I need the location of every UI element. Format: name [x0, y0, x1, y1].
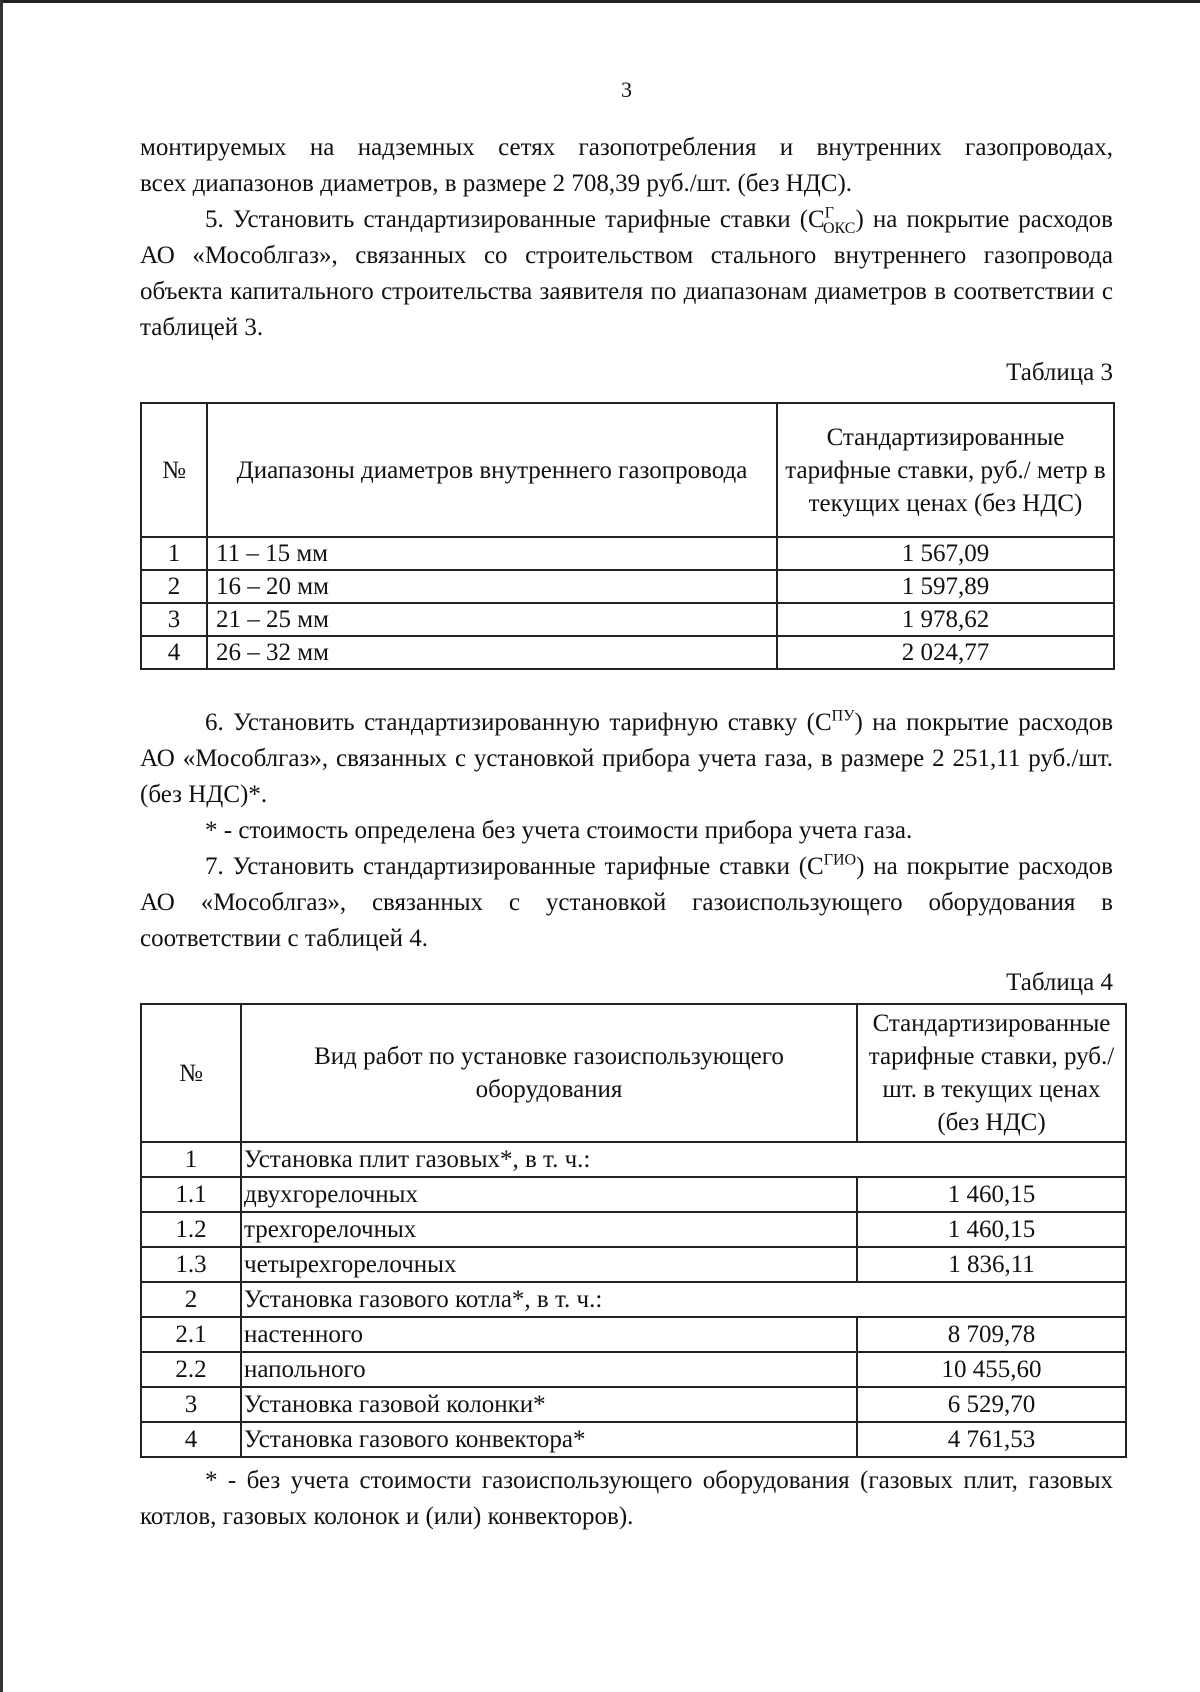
table-3-header-row — [141, 403, 1114, 537]
item-6-paragraph — [140, 705, 1113, 813]
table-row — [141, 1142, 1126, 1177]
table-4-cell-work-group: Установка плит газовых*, в т. ч.: — [241, 1142, 1126, 1177]
table-3-cell-number: 4 — [141, 636, 207, 669]
table-3-cell-rate: 1 567,09 — [777, 537, 1114, 570]
table-row — [141, 1247, 1126, 1282]
table-4-cell-rate: 8 709,78 — [857, 1317, 1126, 1352]
table-4-cell-work: Установка газового конвектора* — [241, 1422, 857, 1457]
table-4-cell-number: 1.1 — [141, 1177, 241, 1212]
table-4-header-work: Вид работ по установке газоиспользующего оборудования — [241, 1004, 857, 1142]
table-4-header-number: № — [141, 1004, 241, 1142]
table-4-cell-number: 3 — [141, 1387, 241, 1422]
item-7-paragraph — [140, 849, 1113, 957]
table-4-cell-number: 4 — [141, 1422, 241, 1457]
table-row — [141, 636, 1114, 669]
intro-line-2: всех диапазонов диаметров, в размере 2 708,39 руб./шт. (без НДС). — [140, 170, 853, 197]
table-4-cell-work: трехгорелочных — [241, 1212, 857, 1247]
table-4-cell-rate: 1 460,15 — [857, 1177, 1126, 1212]
item-6-sup: ПУ — [831, 707, 855, 725]
table-4-cell-rate: 4 761,53 — [857, 1422, 1126, 1457]
table-row — [141, 1282, 1126, 1317]
table-3-cell-range: 11 – 15 мм — [207, 537, 777, 570]
table-4-cell-number: 1 — [141, 1142, 241, 1177]
table-4-cell-work: двухгорелочных — [241, 1177, 857, 1212]
table-row — [141, 537, 1114, 570]
table-3-cell-number: 3 — [141, 603, 207, 636]
footnote-2: * - без учета стоимости газоиспользующего оборудования (газовых плит, газовых котлов, газовых колонок и (или) конвекторов). — [140, 1467, 1113, 1530]
table-3-header-number: № — [141, 403, 207, 537]
page-number: 3 — [621, 77, 632, 102]
table-3-cell-range: 26 – 32 мм — [207, 636, 777, 669]
scan-edge-top — [0, 0, 1200, 3]
table-3-cell-number: 2 — [141, 570, 207, 603]
table-3-cell-rate: 2 024,77 — [777, 636, 1114, 669]
item-5-sup: Г — [824, 204, 834, 222]
intro-block — [140, 130, 1113, 346]
table-3-cell-number: 1 — [141, 537, 207, 570]
table-row — [141, 1177, 1126, 1212]
item-5-sub: ОКС — [822, 220, 856, 237]
items-6-7-block — [140, 705, 1113, 957]
table-4-cell-work: настенного — [241, 1317, 857, 1352]
table-row — [141, 570, 1114, 603]
item-7-sup: ГИО — [823, 851, 857, 869]
item-7-text-before: 7. Установить стандартизированные тарифные ставки (С — [205, 853, 824, 880]
intro-line-1: монтируемых на надземных сетях газопотребления и внутренних газопроводах, — [140, 134, 1113, 161]
table-4-cell-number: 1.2 — [141, 1212, 241, 1247]
table-4-header-row — [141, 1004, 1126, 1142]
item-5-text-after: ) на покрытие расходов АО «Мособлгаз», связанных со строительством стального внутреннего газопровода объекта капитального строительства заявителя по диапазонам диаметров в соответствии с таблицей 3. — [140, 206, 1113, 341]
table-4-cell-rate: 6 529,70 — [857, 1387, 1126, 1422]
table-4-cell-rate: 10 455,60 — [857, 1352, 1126, 1387]
table-4-cell-rate: 1 460,15 — [857, 1212, 1126, 1247]
table-4-cell-rate: 1 836,11 — [857, 1247, 1126, 1282]
table-row — [141, 1212, 1126, 1247]
table-row — [141, 1387, 1126, 1422]
table-3-cell-range: 16 – 20 мм — [207, 570, 777, 603]
footnote-1: * - стоимость определена без учета стоимости прибора учета газа. — [205, 817, 913, 844]
table-4-cell-work-group: Установка газового котла*, в т. ч.: — [241, 1282, 1126, 1317]
table-4-cell-work: четырехгорелочных — [241, 1247, 857, 1282]
table-4-header-rate: Стандартизированные тарифные ставки, руб./шт. в текущих ценах (без НДС) — [857, 1004, 1126, 1142]
item-6-text-after: ) на покрытие расходов АО «Мособлгаз», связанных с установкой прибора учета газа, в размере 2 251,11 руб./шт. (без НДС)*. — [140, 709, 1113, 808]
item-6-text-before: 6. Установить стандартизированную тарифную ставку (С — [205, 709, 832, 736]
table-4-cell-work: Установка газовой колонки* — [241, 1387, 857, 1422]
table-4-cell-work: напольного — [241, 1352, 857, 1387]
table-3-cell-range: 21 – 25 мм — [207, 603, 777, 636]
table-3-cell-rate: 1 978,62 — [777, 603, 1114, 636]
table-4-cell-number: 2.1 — [141, 1317, 241, 1352]
table-3-caption: Таблица 3 — [1006, 359, 1113, 386]
scan-edge-left — [0, 0, 3, 1692]
item-5-text-before: 5. Установить стандартизированные тарифные ставки (С — [205, 206, 825, 233]
item-5-paragraph — [140, 202, 1113, 346]
table-row — [141, 1317, 1126, 1352]
table-3-cell-rate: 1 597,89 — [777, 570, 1114, 603]
table-row — [141, 1422, 1126, 1457]
table-3-header-rate: Стандартизированные тарифные ставки, руб./ метр в текущих ценах (без НДС) — [777, 403, 1114, 537]
table-4-cell-number: 1.3 — [141, 1247, 241, 1282]
table-row — [141, 1352, 1126, 1387]
table-4-cell-number: 2 — [141, 1282, 241, 1317]
item-7-text-after: ) на покрытие расходов АО «Мособлгаз», связанных с установкой газоиспользующего оборудования в соответствии с таблицей 4. — [140, 853, 1113, 952]
table-row — [141, 603, 1114, 636]
table-3 — [140, 402, 1115, 670]
table-4 — [140, 1003, 1127, 1458]
table-4-cell-number: 2.2 — [141, 1352, 241, 1387]
table-4-caption: Таблица 4 — [1006, 969, 1113, 996]
table-3-header-range: Диапазоны диаметров внутреннего газопровода — [207, 403, 777, 537]
